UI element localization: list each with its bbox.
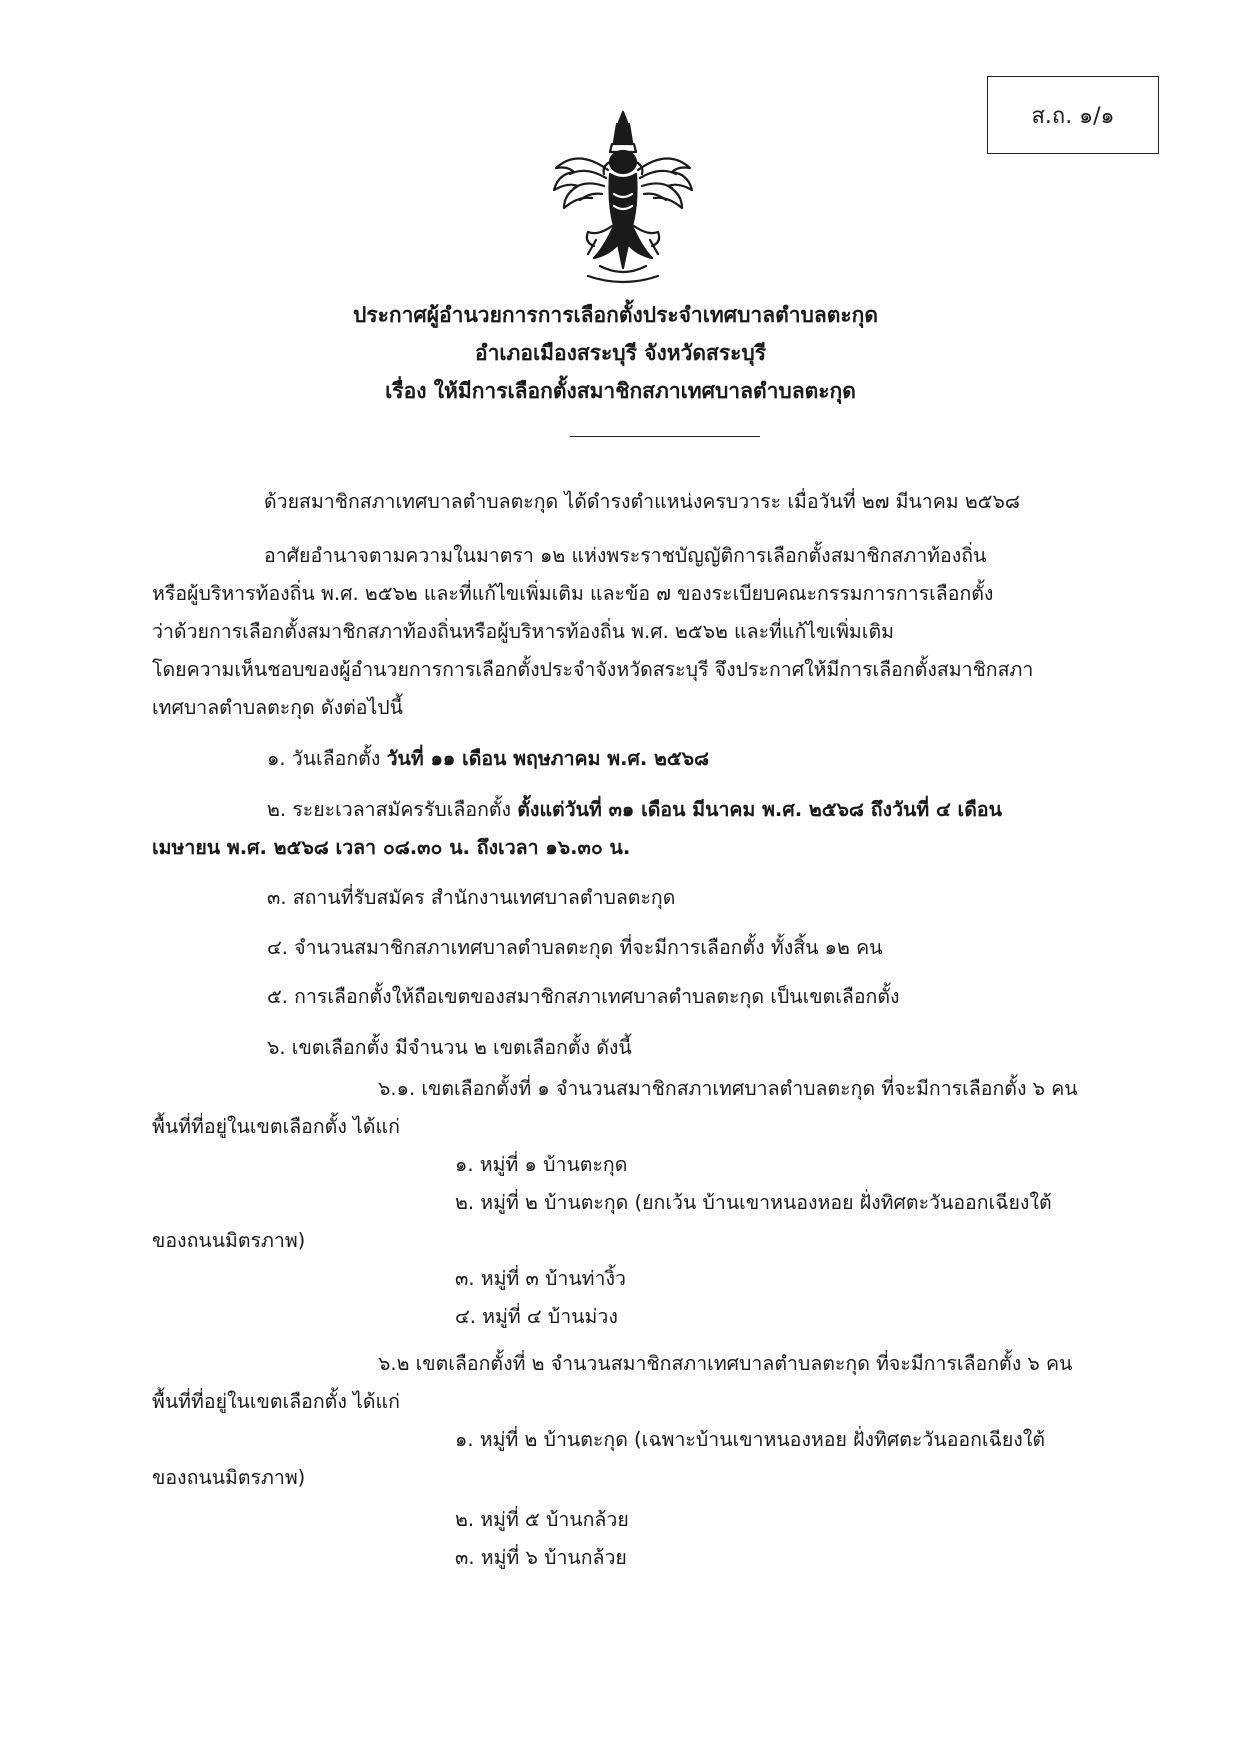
item-1-date: วันที่ ๑๑ เดือน พฤษภาคม พ.ศ. ๒๕๖๘ (386, 747, 710, 770)
garuda-emblem-icon (548, 108, 698, 286)
district-1-village-2: ๒. หมู่ที่ ๒ บ้านตะกุด (ยกเว้น บ้านเขาหนองหอย ฝั่งทิศตะวันออกเฉียงใต้ (455, 1191, 1052, 1214)
intro-paragraph: ด้วยสมาชิกสภาเทศบาลตำบลตะกุด ได้ดำรงตำแหน่งครบวาระ เมื่อวันที่ ๒๗ มีนาคม ๒๕๖๘ (264, 490, 1020, 513)
announcement-title (0, 296, 1241, 410)
district-1-village-3: ๓. หมู่ที่ ๓ บ้านท่างิ้ว (455, 1267, 626, 1290)
title-line-3: เรื่อง ให้มีการเลือกตั้งสมาชิกสภาเทศบาลตำบลตะกุด (385, 379, 856, 403)
form-code-box (987, 76, 1159, 154)
item-2-label: ๒. ระยะเวลาสมัครรับเลือกตั้ง (267, 798, 518, 821)
item-3-registration-place: ๓. สถานที่รับสมัคร สำนักงานเทศบาลตำบลตะกุด (267, 886, 676, 909)
item-2-period-start: ตั้งแต่วันที่ ๓๑ เดือน มีนาคม พ.ศ. ๒๕๖๘ ถึงวันที่ ๔ เดือน (517, 798, 1002, 821)
district-2-village-1: ๑. หมู่ที่ ๒ บ้านตะกุด (เฉพาะบ้านเขาหนองหอย ฝั่งทิศตะวันออกเฉียงใต้ (455, 1428, 1045, 1451)
district-1-village-2-cont: ของถนนมิตรภาพ) (152, 1229, 306, 1252)
authority-line-1: อาศัยอำนาจตามความในมาตรา ๑๒ แห่งพระราชบัญญัติการเลือกตั้งสมาชิกสภาท้องถิ่น (264, 544, 987, 567)
item-2-registration-period (267, 795, 1002, 825)
authority-line-5: เทศบาลตำบลตะกุด ดังต่อไปนี้ (152, 696, 403, 719)
item-1-election-date (267, 744, 709, 774)
item-1-label: ๑. วันเลือกตั้ง (267, 747, 387, 770)
district-1-area-label: พื้นที่ที่อยู่ในเขตเลือกตั้ง ได้แก่ (152, 1115, 400, 1138)
district-1-village-4: ๔. หมู่ที่ ๔ บ้านม่วง (455, 1305, 618, 1328)
item-4-member-count: ๔. จำนวนสมาชิกสภาเทศบาลตำบลตะกุด ที่จะมีการเลือกตั้ง ทั้งสิ้น ๑๒ คน (267, 936, 883, 959)
title-line-2: อำเภอเมืองสระบุรี จังหวัดสระบุรี (474, 341, 767, 365)
district-2-village-2: ๒. หมู่ที่ ๕ บ้านกล้วย (455, 1508, 629, 1531)
district-1-header: ๖.๑. เขตเลือกตั้งที่ ๑ จำนวนสมาชิกสภาเทศบาลตำบลตะกุด ที่จะมีการเลือกตั้ง ๖ คน (378, 1077, 1078, 1100)
item-2-period-end: เมษายน พ.ศ. ๒๕๖๘ เวลา ๐๘.๓๐ น. ถึงเวลา ๑๖.๓๐ น. (152, 836, 631, 859)
district-1-village-1: ๑. หมู่ที่ ๑ บ้านตะกุด (455, 1153, 628, 1176)
title-divider (570, 436, 760, 437)
authority-line-4: โดยความเห็นชอบของผู้อำนวยการการเลือกตั้งประจำจังหวัดสระบุรี จึงประกาศให้มีการเลือกตั้งสมาชิกสภา (152, 658, 1034, 681)
item-5-district-basis: ๕. การเลือกตั้งให้ถือเขตของสมาชิกสภาเทศบาลตำบลตะกุด เป็นเขตเลือกตั้ง (267, 985, 900, 1008)
district-2-header: ๖.๒ เขตเลือกตั้งที่ ๒ จำนวนสมาชิกสภาเทศบาลตำบลตะกุด ที่จะมีการเลือกตั้ง ๖ คน (378, 1352, 1073, 1375)
district-2-village-3: ๓. หมู่ที่ ๖ บ้านกล้วย (455, 1546, 627, 1569)
district-2-village-1-cont: ของถนนมิตรภาพ) (152, 1466, 306, 1489)
district-2-area-label: พื้นที่ที่อยู่ในเขตเลือกตั้ง ได้แก่ (152, 1390, 400, 1413)
authority-line-2: หรือผู้บริหารท้องถิ่น พ.ศ. ๒๕๖๒ และที่แก้ไขเพิ่มเติม และข้อ ๗ ของระเบียบคณะกรรมการการเลือกตั้ง (152, 582, 994, 605)
form-code: ส.ถ. ๑/๑ (1031, 103, 1115, 129)
item-6-district-count: ๖. เขตเลือกตั้ง มีจำนวน ๒ เขตเลือกตั้ง ดังนี้ (267, 1036, 632, 1059)
authority-line-3: ว่าด้วยการเลือกตั้งสมาชิกสภาท้องถิ่นหรือผู้บริหารท้องถิ่น พ.ศ. ๒๕๖๒ และที่แก้ไขเพิ่มเติม (152, 620, 894, 643)
title-line-1: ประกาศผู้อำนวยการการเลือกตั้งประจำเทศบาลตำบลตะกุด (353, 303, 878, 327)
